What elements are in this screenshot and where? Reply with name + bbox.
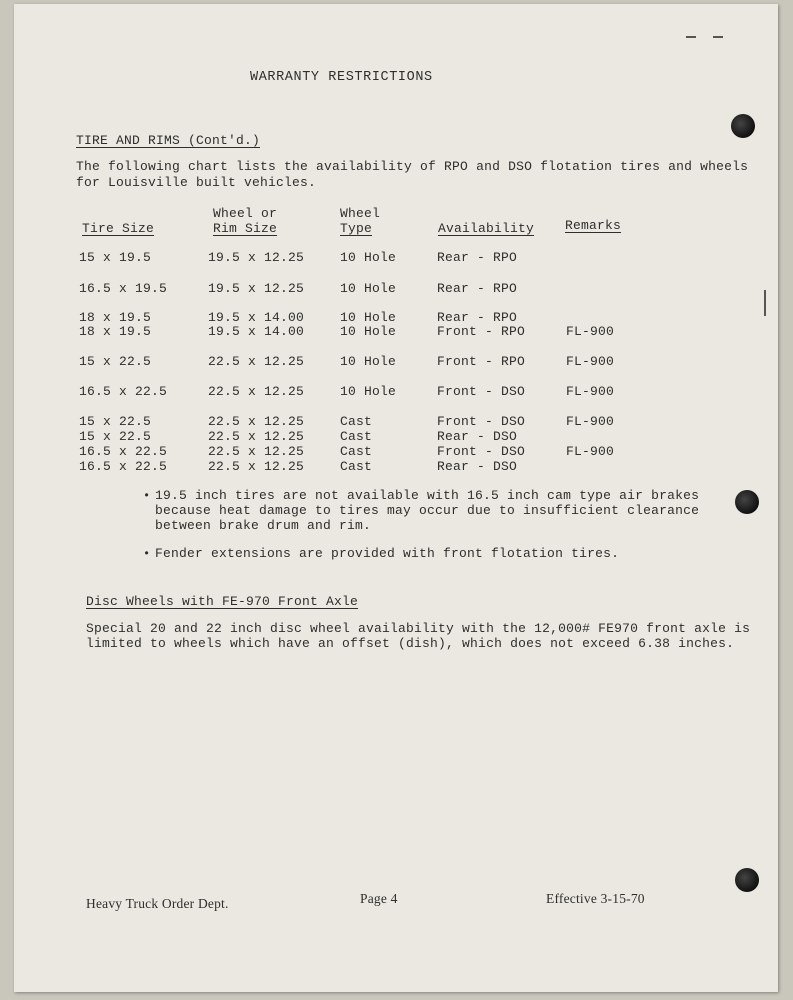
table-row-avail: Front - RPO	[437, 354, 526, 369]
table-row-avail: Front - DSO	[437, 384, 526, 399]
table-row-rim: 22.5 x 12.25	[208, 429, 305, 444]
table-row-avail: Rear - DSO	[437, 429, 518, 444]
section-heading-tires: TIRE AND RIMS (Cont'd.)	[76, 133, 261, 148]
table-row-rim: 19.5 x 12.25	[208, 281, 305, 296]
section-heading-disc-wheels: Disc Wheels with FE-970 Front Axle	[86, 594, 359, 609]
footer-effective-date: Effective 3-15-70	[546, 891, 645, 906]
table-row-tire: 15 x 19.5	[79, 250, 152, 265]
binder-hole-bottom	[735, 868, 759, 892]
edge-mark	[713, 36, 723, 38]
table-row-type: 10 Hole	[340, 250, 397, 265]
table-row-tire: 15 x 22.5	[79, 354, 152, 369]
table-row-tire: 18 x 19.5	[79, 310, 152, 325]
table-row-type: 10 Hole	[340, 281, 397, 296]
table-row-type: Cast	[340, 444, 373, 459]
table-row-type: 10 Hole	[340, 384, 397, 399]
table-row-rim: 19.5 x 12.25	[208, 250, 305, 265]
table-row-type: Cast	[340, 459, 373, 474]
table-row-tire: 15 x 22.5	[79, 429, 152, 444]
table-row-type: Cast	[340, 429, 373, 444]
section-text-line: Special 20 and 22 inch disc wheel availability with the 12,000# FE970 front axle is	[86, 621, 751, 636]
table-row-rim: 22.5 x 12.25	[208, 459, 305, 474]
binder-hole-middle	[735, 490, 759, 514]
col-header-wheel-type: Type	[340, 221, 373, 236]
bullet-icon: •	[143, 547, 151, 561]
table-row-remarks: FL-900	[566, 414, 615, 429]
table-row-avail: Rear - RPO	[437, 281, 518, 296]
table-row-avail: Front - DSO	[437, 444, 526, 459]
footer-page-number: Page 4	[360, 891, 398, 906]
table-row-type: Cast	[340, 414, 373, 429]
table-row-tire: 16.5 x 22.5	[79, 459, 168, 474]
table-row-rim: 19.5 x 14.00	[208, 324, 305, 339]
section-text-line: limited to wheels which have an offset (dish), which does not exceed 6.38 inches.	[86, 636, 735, 651]
table-row-avail: Rear - RPO	[437, 310, 518, 325]
col-header-wheel-rim: Rim Size	[213, 221, 278, 236]
note-text-line: Fender extensions are provided with front flotation tires.	[155, 546, 620, 561]
note-text-line: because heat damage to tires may occur due to insufficient clearance	[155, 503, 700, 518]
table-row-rim: 22.5 x 12.25	[208, 354, 305, 369]
table-row-tire: 16.5 x 19.5	[79, 281, 168, 296]
table-row-rim: 22.5 x 12.25	[208, 444, 305, 459]
table-row-remarks: FL-900	[566, 444, 615, 459]
table-row-type: 10 Hole	[340, 324, 397, 339]
table-row-remarks: FL-900	[566, 324, 615, 339]
edge-mark	[686, 36, 696, 38]
table-row-type: 10 Hole	[340, 310, 397, 325]
page-title: WARRANTY RESTRICTIONS	[250, 70, 433, 85]
table-row-tire: 15 x 22.5	[79, 414, 152, 429]
note-text-line: between brake drum and rim.	[155, 518, 372, 533]
col-header-wheel-type: Wheel	[340, 206, 381, 221]
table-row-rim: 22.5 x 12.25	[208, 384, 305, 399]
col-header-tire-size: Tire Size	[82, 221, 155, 236]
table-row-tire: 16.5 x 22.5	[79, 384, 168, 399]
table-row-avail: Rear - DSO	[437, 459, 518, 474]
intro-text-line: The following chart lists the availability of RPO and DSO flotation tires and wheels	[76, 159, 749, 174]
edge-mark	[764, 290, 766, 316]
col-header-remarks: Remarks	[565, 218, 622, 233]
binder-hole-top	[731, 114, 755, 138]
table-row-avail: Front - DSO	[437, 414, 526, 429]
table-row-type: 10 Hole	[340, 354, 397, 369]
bullet-icon: •	[143, 489, 151, 503]
table-row-rim: 19.5 x 14.00	[208, 310, 305, 325]
table-row-rim: 22.5 x 12.25	[208, 414, 305, 429]
col-header-availability: Availability	[438, 221, 535, 236]
table-row-avail: Front - RPO	[437, 324, 526, 339]
table-row-tire: 16.5 x 22.5	[79, 444, 168, 459]
table-row-remarks: FL-900	[566, 354, 615, 369]
note-text-line: 19.5 inch tires are not available with 16.5 inch cam type air brakes	[155, 488, 700, 503]
table-row-avail: Rear - RPO	[437, 250, 518, 265]
footer-department: Heavy Truck Order Dept.	[86, 896, 229, 911]
table-row-tire: 18 x 19.5	[79, 324, 152, 339]
table-row-remarks: FL-900	[566, 384, 615, 399]
intro-text-line: for Louisville built vehicles.	[76, 175, 317, 190]
col-header-wheel-rim: Wheel or	[213, 206, 278, 221]
